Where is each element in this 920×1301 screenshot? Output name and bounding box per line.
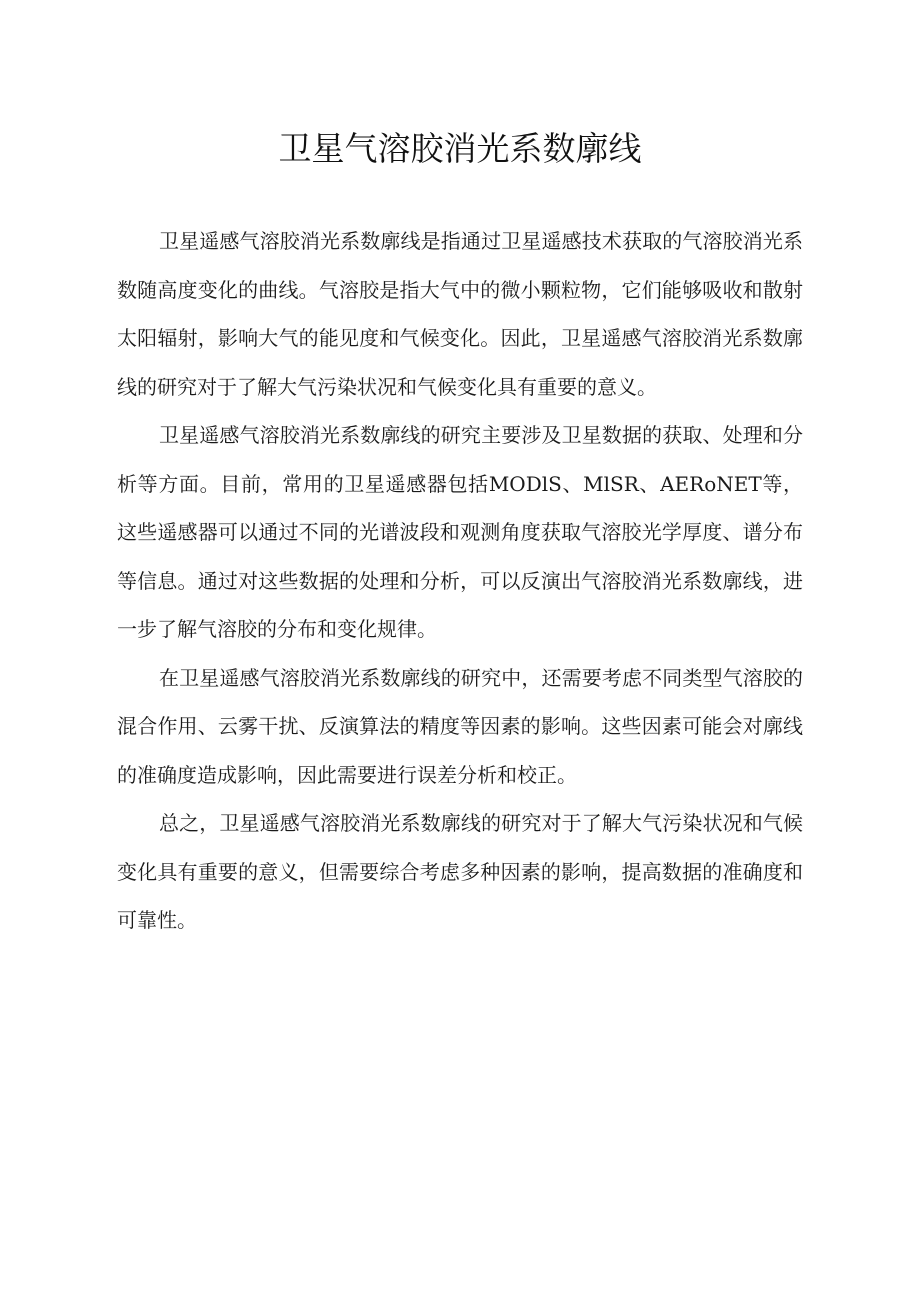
document-body [117,217,803,945]
paragraph-3: 在卫星遥感气溶胶消光系数廓线的研究中，还需要考虑不同类型气溶胶的混合作用、云雾干扰、反演算法的精度等因素的影响。这些因素可能会对廓线的准确度造成影响，因此需要进行误差分析和校正。 [117,665,803,787]
document-title: 卫星气溶胶消光系数廓线 [278,129,642,168]
paragraph-2: 卫星遥感气溶胶消光系数廓线的研究主要涉及卫星数据的获取、处理和分析等方面。目前，常用的卫星遥感器包括MODlS、MlSR、AERoNET等，这些遥感器可以通过不同的光谱波段和观测角度获取气溶胶光学厚度、谱分布等信息。通过对这些数据的处理和分析，可以反演出气溶胶消光系数廓线，进一步了解气溶胶的分布和变化规律。 [117,423,803,641]
paragraph-4: 总之，卫星遥感气溶胶消光系数廓线的研究对于了解大气污染状况和气候变化具有重要的意义，但需要综合考虑多种因素的影响，提高数据的准确度和可靠性。 [117,811,803,932]
paragraph-1: 卫星遥感气溶胶消光系数廓线是指通过卫星遥感技术获取的气溶胶消光系数随高度变化的曲线。气溶胶是指大气中的微小颗粒物，它们能够吸收和散射太阳辐射，影响大气的能见度和气候变化。因此，卫星遥感气溶胶消光系数廓线的研究对于了解大气污染状况和气候变化具有重要的意义。 [117,229,803,399]
